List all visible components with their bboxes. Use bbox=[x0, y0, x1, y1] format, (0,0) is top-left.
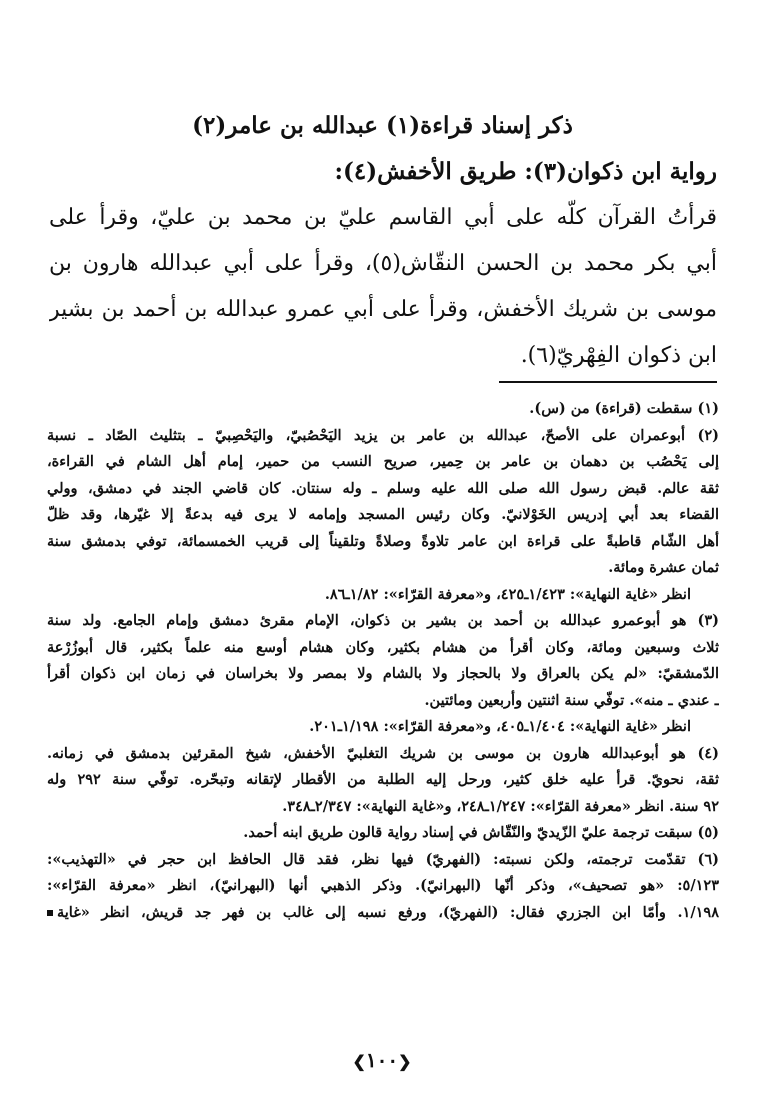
footnote-line: إلى يَحْصُب بن دهمان بن عامر بن حِمير، صريح النسب من حمير، إمام أهل الشام في القراءة، bbox=[47, 453, 719, 470]
footnote-reference: انظر «غاية النهاية»: ١/٤٢٣ـ٤٢٥، و«معرفة القرّاء»: ١/٨٢ـ٨٦. bbox=[324, 585, 691, 603]
footnote-line: الدّمشقيّ: «لم يكن بالعراق ولا بالحجاز ولا بالشام ولا بمصر ولا بخراسان في زمان ابن ذكوان أقرأ bbox=[47, 665, 719, 682]
footnote-line bbox=[47, 900, 719, 927]
main-text bbox=[49, 195, 717, 379]
footnote-line: (١) سقطت (قراءة) من (س). bbox=[529, 400, 719, 417]
footnote-line: (٣) هو أبوعمرو عبدالله بن أحمد بن بشير بن ذكوان، الإمام مقرئ دمشق وإمام الجامع. ولد سنة bbox=[47, 612, 719, 629]
footnote-line: ثلاث وسبعين ومائة، وكان أقرأ من هشام بكثير، وكان هشام أوسع منه علماً بكثير، قال أبوزُرْعة bbox=[47, 638, 719, 656]
ornament-left-icon: ❯ bbox=[352, 1052, 366, 1071]
main-text-line: موسى بن شريك الأخفش، وقرأ على أبي عمرو عبدالله بن أحمد بن بشير bbox=[49, 297, 717, 322]
main-text-line: قرأتُ القرآن كلّه على أبي القاسم عليّ بن محمد بن عليّ، وقرأ على bbox=[49, 205, 717, 230]
footnote-line-text: ١/١٩٨. وأمّا ابن الجزري فقال: (الفهريّ)، ورفع نسبه إلى غالب بن فهر جد قريش، انظر «غاية bbox=[57, 903, 719, 921]
main-text-line: ابن ذكوان الفِهْريّ(٦). bbox=[520, 343, 717, 368]
footnote-line: (٢) أبوعمران على الأصحّ، عبدالله بن عامر بن يزيد اليَحْصُبيّ، واليَحْصِبيّ ـ بتثليث الصّاد ـ نسبة bbox=[47, 426, 719, 444]
section-title: ذكر إسناد قراءة(١) عبدالله بن عامر(٢) bbox=[192, 112, 573, 139]
footnote-reference: انظر «غاية النهاية»: ١/٤٠٤ـ٤٠٥، و«معرفة القرّاء»: ١/١٩٨ـ٢٠١. bbox=[309, 718, 691, 735]
footnote-line: (٦) تقدّمت ترجمته، ولكن نسبته: (الفهريّ) فيها نظر، فقد قال الحافظ ابن حجر في «التهذيب»: bbox=[47, 850, 719, 868]
footnote-line: (٤) هو أبوعبدالله هارون بن موسى بن شريك التغلبيّ الأخفش، شيخ المقرئين بدمشق في زمانه. bbox=[47, 744, 719, 762]
footnote-line: ٥/١٢٣: «هو تصحيف»، وذكر أنّها (البهرانيّ). وذكر الذهبي أنها (البهرانيّ)، انظر «معرفة القرّاء»: bbox=[47, 877, 719, 894]
continuation-mark-icon bbox=[47, 910, 53, 916]
footnote-line: القضاء بعد أبي إدريس الخَوْلانيّ. وكان رئيس المسجد وإمامه لا يرى فيه بدعةً إلا غيّرها، وقد ظلّ bbox=[47, 506, 719, 523]
footnote-line: ـ عندي ـ منه». توفّي سنة اثنتين وأربعين ومائتين. bbox=[424, 691, 719, 709]
main-text-line: أبي بكر محمد بن الحسن النقّاش(٥)، وقرأ على أبي عبدالله هارون بن bbox=[49, 251, 717, 276]
footnotes bbox=[47, 396, 719, 926]
footnote-line: أهل الشّام قاطبةً على قراءة ابن عامر تلاوةً وصلاةً وتلقيناً إلى قريب الخمسمائة، توفي بدمشق سنة bbox=[47, 532, 719, 550]
ornament-right-icon: ❮ bbox=[398, 1052, 412, 1071]
footnote-line: ثقة، نحويّ. قرأ عليه خلق كثير، ورحل إليه الطلبة من الأقطار لإتقانه وتبحّره. توفّي سنة ٢٩٢ وله bbox=[47, 771, 719, 788]
footnote-line: ثمان عشرة ومائة. bbox=[608, 559, 719, 576]
footnote-line: ٩٢ سنة. انظر «معرفة القرّاء»: ١/٢٤٧ـ٢٤٨، و«غاية النهاية»: ٢/٣٤٧ـ٣٤٨. bbox=[282, 797, 719, 815]
footnote-line: ثقة عالم. قبض رسول الله صلى الله عليه وسلم ـ وله سنتان. كان قاضي الجند في دمشق، وولي bbox=[47, 479, 719, 497]
footnote-line: (٥) سبقت ترجمة عليّ الزّيديّ والنّقّاش في إسناد رواية قالون طريق ابنه أحمد. bbox=[243, 824, 719, 841]
page-number bbox=[332, 1048, 432, 1072]
section-subtitle: رواية ابن ذكوان(٣): طريق الأخفش(٤): bbox=[334, 158, 717, 185]
page-number-value: ١٠٠ bbox=[365, 1048, 399, 1072]
footnote-separator bbox=[499, 381, 717, 383]
